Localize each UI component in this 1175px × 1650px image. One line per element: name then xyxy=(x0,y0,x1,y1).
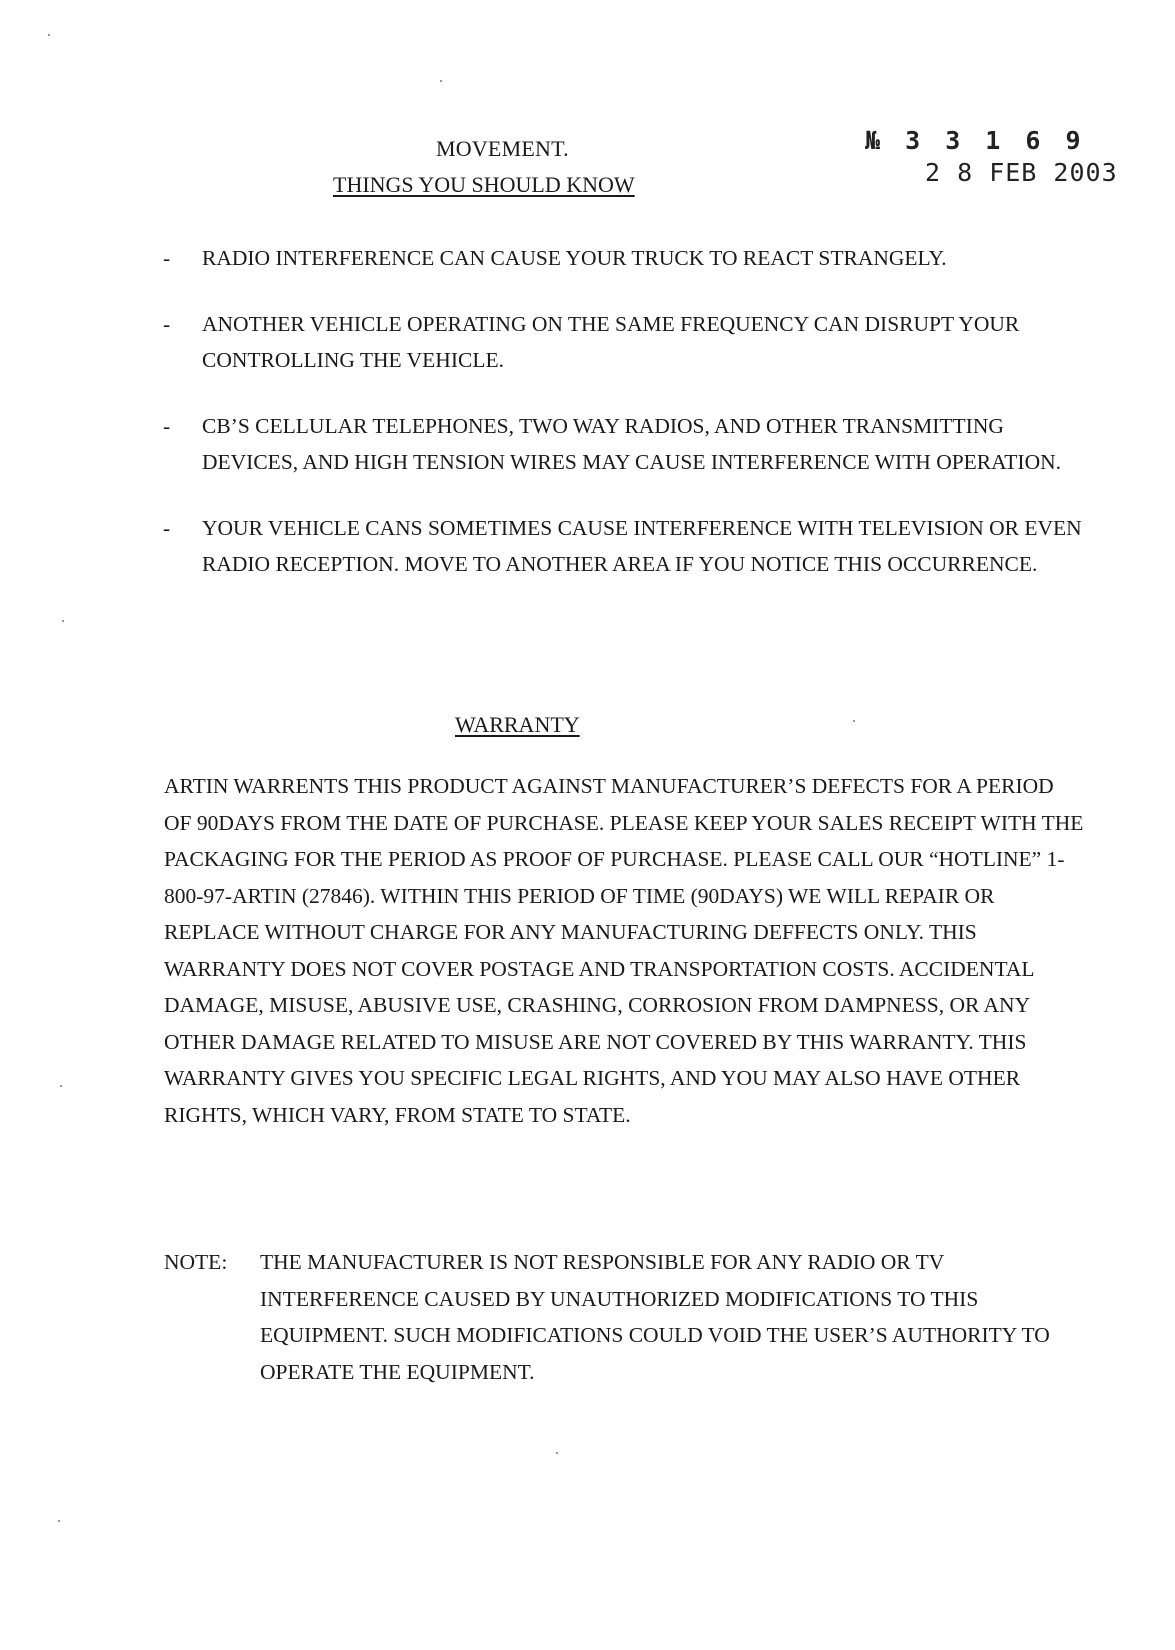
list-item xyxy=(160,240,1100,276)
scan-speck xyxy=(853,720,855,722)
scan-speck xyxy=(48,34,50,36)
note-label: NOTE: xyxy=(164,1250,228,1274)
document-subtitle: THINGS YOU SHOULD KNOW xyxy=(333,172,635,197)
list-item xyxy=(160,306,1100,378)
list-item xyxy=(160,408,1100,480)
bullet-dash: - xyxy=(163,414,171,438)
bullet-dash: - xyxy=(163,312,171,336)
scan-speck xyxy=(62,620,64,622)
list-item-text: RADIO INTERFERENCE CAN CAUSE YOUR TRUCK TO REACT STRANGELY. xyxy=(202,246,947,270)
scan-speck xyxy=(58,1520,60,1522)
bullet-dash: - xyxy=(163,516,171,540)
scan-speck xyxy=(440,80,442,82)
scan-speck xyxy=(60,1085,62,1087)
list-item-text: YOUR VEHICLE CANS SOMETIMES CAUSE INTERFERENCE WITH TELEVISION OR EVEN RADIO RECEPTION. MOVE TO ANOTHER AREA IF YOU NOTICE THIS OCCURRENCE. xyxy=(202,516,1082,576)
warranty-paragraph: ARTIN WARRENTS THIS PRODUCT AGAINST MANUFACTURER’S DEFECTS FOR A PERIOD OF 90DAYS FROM THE DATE OF PURCHASE. PLEASE KEEP YOUR SALES RECEIPT WITH THE PACKAGING FOR THE PERIOD AS PROOF OF PURCHASE. PLEASE CALL OUR “HOTLINE” 1-800-97-ARTIN (27846). WITHIN THIS PERIOD OF TIME (90DAYS) WE WILL REPAIR OR REPLACE WITHOUT CHARGE FOR ANY MANUFACTURING DEFFECTS ONLY. THIS WARRANTY DOES NOT COVER POSTAGE AND TRANSPORTATION COSTS. ACCIDENTAL DAMAGE, MISUSE, ABUSIVE USE, CRASHING, CORROSION FROM DAMPNESS, OR ANY OTHER DAMAGE RELATED TO MISUSE ARE NOT COVERED BY THIS WARRANTY. THIS WARRANTY GIVES YOU SPECIFIC LEGAL RIGHTS, AND YOU MAY ALSO HAVE OTHER RIGHTS, WHICH VARY, FROM STATE TO STATE. xyxy=(164,774,1084,1127)
bullet-dash: - xyxy=(163,246,171,270)
list-item-text: CB’S CELLULAR TELEPHONES, TWO WAY RADIOS, AND OTHER TRANSMITTING DEVICES, AND HIGH TENSION WIRES MAY CAUSE INTERFERENCE WITH OPERATION. xyxy=(202,414,1062,474)
list-item-text: ANOTHER VEHICLE OPERATING ON THE SAME FREQUENCY CAN DISRUPT YOUR CONTROLLING THE VEHICLE. xyxy=(202,312,1020,372)
bullet-list xyxy=(160,240,1100,612)
list-item xyxy=(160,510,1100,582)
note-block xyxy=(164,1244,1084,1390)
stamp-number: № 3 3 1 6 9 xyxy=(865,126,1086,155)
document-title: MOVEMENT. xyxy=(436,136,569,161)
stamp-date: 2 8 FEB 2003 xyxy=(925,158,1118,187)
warranty-heading: WARRANTY xyxy=(455,712,580,737)
note-text: THE MANUFACTURER IS NOT RESPONSIBLE FOR ANY RADIO OR TV INTERFERENCE CAUSED BY UNAUTHORIZED MODIFICATIONS TO THIS EQUIPMENT. SUCH MODIFICATIONS COULD VOID THE USER’S AUTHORITY TO OPERATE THE EQUIPMENT. xyxy=(260,1250,1050,1384)
scan-speck xyxy=(556,1452,558,1454)
